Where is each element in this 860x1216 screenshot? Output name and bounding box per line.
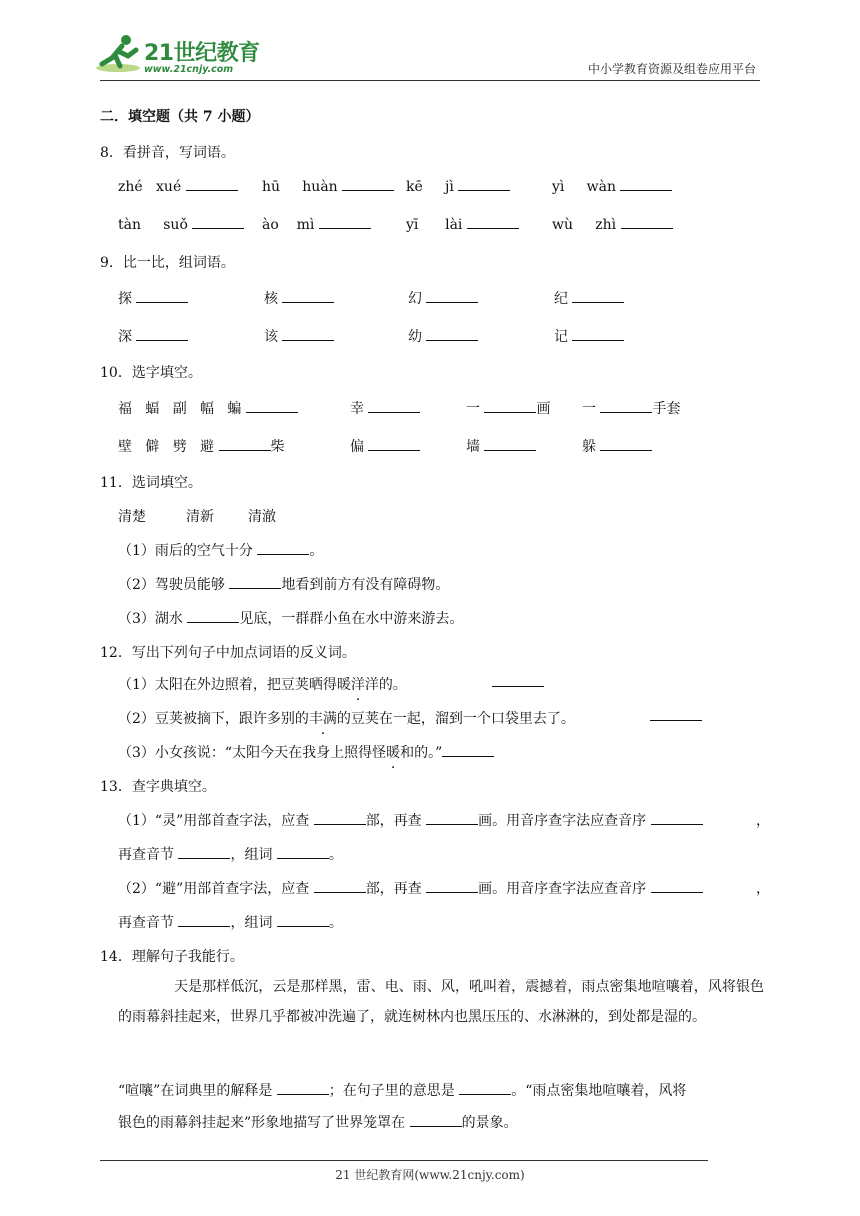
answer-blank[interactable] [277,846,329,859]
answer-blank[interactable] [257,542,309,555]
sentence: （1）雨后的空气十分 。 [118,543,324,559]
comma: ， [756,813,770,829]
char-item: 幼 [408,326,478,346]
char-item: 核 [264,288,334,308]
char-choice-group: 壁 僻 劈 避 柴 [118,439,285,455]
sentence: （1）“灵”用部首查字法，应查 部，再查 画。用音序查字法应查音序 [118,810,703,830]
answer-blank[interactable] [572,290,624,303]
footer-divider [100,1160,708,1161]
q12-title: 12．写出下列句子中加点词语的反义词。 [100,645,356,661]
sentence: “喧嚷”在词典里的解释是 ；在句子里的意思是 。“雨点密集地喧嚷着，风将 [118,1083,687,1099]
answer-blank[interactable] [246,400,298,413]
sentence: 再查音节 ，组词 。 [118,915,343,931]
answer-blank[interactable] [458,178,510,191]
answer-blank[interactable] [277,1082,329,1095]
answer-blank[interactable] [459,1082,511,1095]
q13-title: 13．查字典填空。 [100,779,216,795]
sentence: （1）太阳在外边照着，把豆荚晒得暖洋洋的。 [118,674,407,694]
answer-blank[interactable] [319,216,371,229]
answer-blank[interactable] [314,880,366,893]
char-choice-group: 福 蝠 副 幅 蝙 [118,398,298,418]
answer-blank[interactable] [426,328,478,341]
char-item: 纪 [554,288,624,308]
answer-blank[interactable] [368,438,420,451]
comma: ， [756,881,770,897]
word-option: 清楚 [118,509,146,525]
pinyin-item: tàn suǒ [118,216,244,233]
answer-blank[interactable] [136,290,188,303]
char-item: 幻 [408,288,478,308]
answer-blank[interactable] [426,880,478,893]
answer-blank[interactable] [600,438,652,451]
char-item: 墙 [466,436,536,456]
answer-blank[interactable] [187,610,239,623]
answer-blank[interactable] [484,438,536,451]
pinyin-item: kē jì [406,178,510,195]
dotted-word: 丰满 [308,711,337,727]
answer-blank[interactable] [229,576,281,589]
answer-blank[interactable] [186,178,238,191]
q14-title: 14．理解句子我能行。 [100,949,244,965]
answer-blank[interactable] [650,708,702,725]
answer-blank[interactable] [484,400,536,413]
answer-blank[interactable] [651,880,703,893]
char-item: 记 [554,326,624,346]
footer-text: 21 世纪教育网(www.21cnjy.com) [335,1168,525,1182]
word-option: 清新 [186,509,214,525]
char-item: 该 [264,326,334,346]
char-item: 深 [118,326,188,346]
q8-title: 8．看拼音，写词语。 [100,145,235,161]
pinyin-item: zhé xué [118,179,182,195]
answer-blank[interactable] [620,178,672,191]
answer-blank[interactable] [178,914,230,927]
q11-title: 11．选词填空。 [100,475,202,491]
answer-blank[interactable] [368,400,420,413]
section-title: 二．填空题（共 7 小题） [100,109,260,125]
dotted-word: 怪暖和 [372,745,415,761]
pinyin-item: yì wàn [552,178,672,195]
char-item: 一 画 [466,401,551,417]
answer-blank[interactable] [442,744,494,757]
sentence: 再查音节 ，组词 。 [118,847,343,863]
word-option: 清澈 [248,509,276,525]
char-item: 探 [118,288,188,308]
answer-blank[interactable] [314,812,366,825]
runner-logo-icon [96,34,142,74]
answer-blank[interactable] [572,328,624,341]
reading-passage: 天是那样低沉，云是那样黑，雷、电、雨、风，吼叫着，震撼着，雨点密集地喧嚷着，风将银色的雨幕斜挂起来，世界几乎都被冲洗遍了，就连树林内也黑压压的、水淋淋的，到处都是湿的。 [118,979,764,1025]
sentence: （2）驾驶员能够 地看到前方有没有障碍物。 [118,577,450,593]
answer-blank[interactable] [426,290,478,303]
answer-blank[interactable] [342,178,394,191]
pinyin-item: wù zhì [552,216,673,233]
answer-blank[interactable] [651,812,703,825]
answer-blank[interactable] [282,328,334,341]
sentence: （3）湖水 见底，一群群小鱼在水中游来游去。 [118,611,464,627]
header-divider [100,80,760,81]
char-item: 一 手套 [582,401,681,417]
answer-blank[interactable] [277,914,329,927]
logo-url: www.21cnjy.com [144,64,234,75]
pinyin-item: hū huàn [262,178,394,195]
header-platform-text: 中小学教育资源及组卷应用平台 [587,62,756,76]
answer-blank[interactable] [219,438,271,451]
char-item: 偏 [350,436,420,456]
dotted-word: 暖洋洋 [336,677,379,693]
answer-blank[interactable] [178,846,230,859]
sentence: （2）豆荚被摘下，跟许多别的丰满的豆荚在一起，溜到一个口袋里去了。 [118,708,575,728]
answer-blank[interactable] [410,1114,462,1127]
answer-blank[interactable] [492,674,544,691]
answer-blank[interactable] [136,328,188,341]
site-logo [96,34,266,80]
sentence: （2）“避”用部首查字法，应查 部，再查 画。用音序查字法应查音序 [118,878,703,898]
answer-blank[interactable] [467,216,519,229]
pinyin-item: yī lài [406,216,519,233]
sentence: 银色的雨幕斜挂起来”形象地描写了世界笼罩在 的景象。 [118,1115,518,1131]
q8-row1 [118,178,238,195]
sentence: （3）小女孩说：“太阳今天在我身上照得怪暖和的。” [118,742,494,762]
char-item: 幸 [350,398,420,418]
q10-title: 10．选字填空。 [100,365,202,381]
answer-blank[interactable] [192,216,244,229]
logo-text: 21世纪教育 [144,41,260,66]
pinyin-item: ào mì [262,216,371,233]
answer-blank[interactable] [282,290,334,303]
answer-blank[interactable] [621,216,673,229]
answer-blank[interactable] [426,812,478,825]
char-item: 躲 [582,436,652,456]
answer-blank[interactable] [600,400,652,413]
q9-title: 9．比一比，组词语。 [100,255,235,271]
